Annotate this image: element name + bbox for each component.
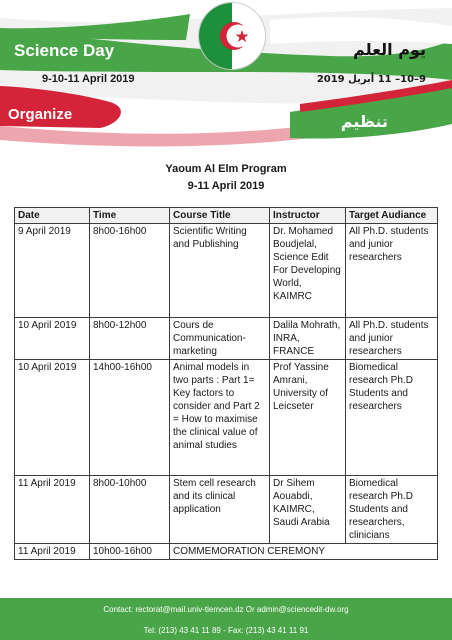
table-header-row <box>15 208 438 224</box>
phone-line: Tel: (213) 43 41 11 89 - Fax: (213) 43 41 11 91 <box>143 626 309 635</box>
organize-label: Organize <box>8 106 73 123</box>
cell-time: 10h00-16h00 <box>90 544 170 560</box>
arabic-organize-label: تنظيم <box>340 112 388 131</box>
table-row <box>15 360 438 476</box>
cell-instructor: Dalila Mohrath, INRA, FRANCE <box>270 318 346 360</box>
cell-course: Cours de Communication-marketing <box>170 318 270 360</box>
contact-line: Contact: rectorat@mail.univ-tlemcen.dz Or admin@sciencedit-dw.org <box>103 605 349 614</box>
program-table <box>14 207 438 560</box>
cell-time: 14h00-16h00 <box>90 360 170 476</box>
column-header-time: Time <box>90 208 170 224</box>
table-row <box>15 318 438 360</box>
cell-instructor: Dr. Mohamed Boudjelal, Science Edit For Developing World, KAIMRC <box>270 224 346 318</box>
cell-time: 8h00-10h00 <box>90 476 170 544</box>
science-day-title: Science Day <box>14 41 115 60</box>
algeria-flag-icon <box>198 2 266 70</box>
cell-audience: Biomedical research Ph.D Students and researchers <box>346 360 438 476</box>
cell-audience: Biomedical research Ph.D Students and researchers, clinicians <box>346 476 438 544</box>
column-header-target-audience: Target Audiance <box>346 208 438 224</box>
cell-audience: All Ph.D. students and junior researchers <box>346 318 438 360</box>
table-row <box>15 476 438 544</box>
arabic-date: 9–10– 11 أبريل 2019 <box>316 74 426 85</box>
footer-contact-bar <box>0 598 452 640</box>
cell-instructor: Dr Sihem Aouabdi, KAIMRC, Saudi Arabia <box>270 476 346 544</box>
program-dates: 9-11 April 2019 <box>187 180 265 192</box>
program-title: Yaoum Al Elm Program <box>165 163 287 175</box>
cell-date: 11 April 2019 <box>15 476 90 544</box>
cell-date: 10 April 2019 <box>15 318 90 360</box>
cell-date: 11 April 2019 <box>15 544 90 560</box>
science-day-date: 9-10-11 April 2019 <box>42 73 135 85</box>
cell-date: 10 April 2019 <box>15 360 90 476</box>
header-banner <box>0 0 452 150</box>
cell-course: Animal models in two parts : Part 1= Key factors to consider and Part 2 = How to maximise the clinical value of animal studies <box>170 360 270 476</box>
cell-audience: All Ph.D. students and junior researchers <box>346 224 438 318</box>
cell-time: 8h00-12h00 <box>90 318 170 360</box>
cell-course: Scientific Writing and Publishing <box>170 224 270 318</box>
column-header-instructor: Instructor <box>270 208 346 224</box>
cell-course: Stem cell research and its clinical application <box>170 476 270 544</box>
table-row <box>15 544 438 560</box>
column-header-course-title: Course Title <box>170 208 270 224</box>
cell-date: 9 April 2019 <box>15 224 90 318</box>
table-row <box>15 224 438 318</box>
cell-event: COMMEMORATION CEREMONY <box>170 544 438 560</box>
arabic-title: يوم العلم <box>353 40 426 59</box>
cell-time: 8h00-16h00 <box>90 224 170 318</box>
cell-instructor: Prof Yassine Amrani, University of Leicseter <box>270 360 346 476</box>
column-header-date: Date <box>15 208 90 224</box>
